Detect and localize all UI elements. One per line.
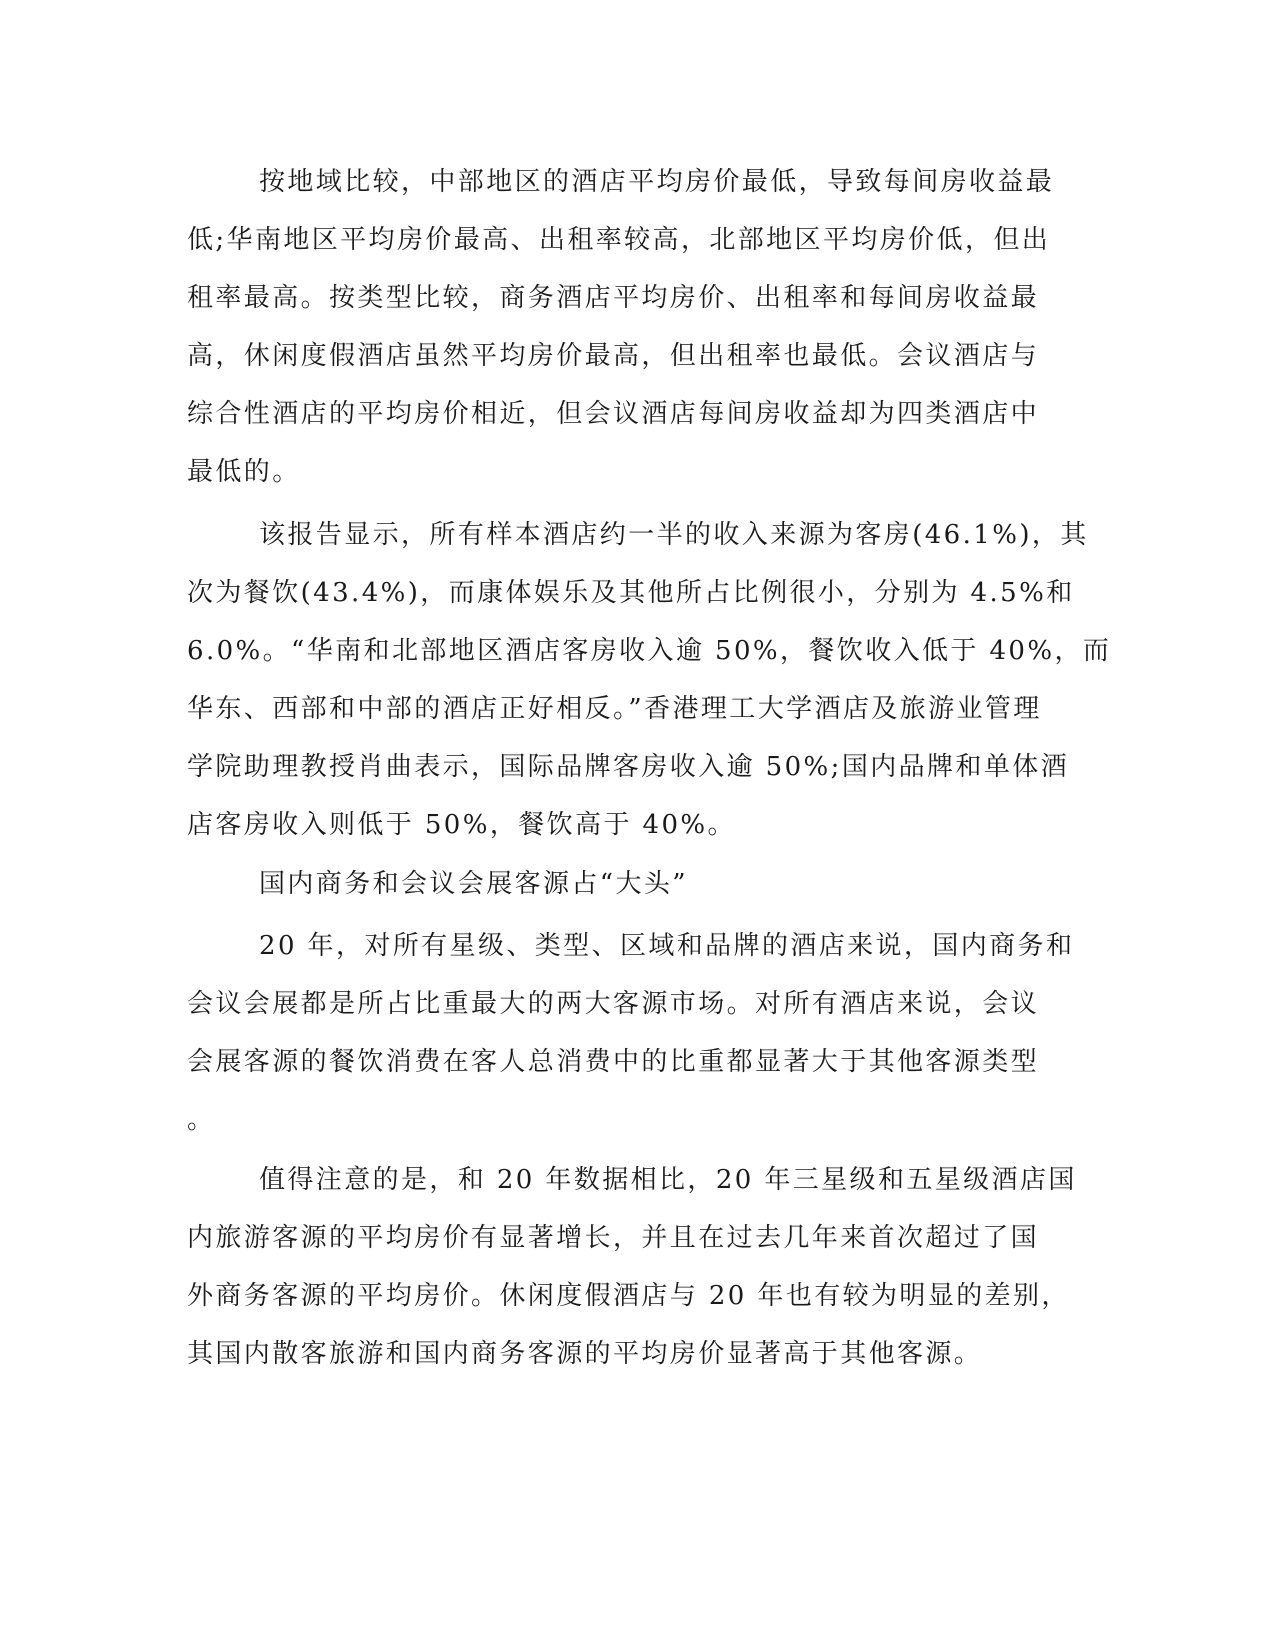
paragraph-1-line-3: 租率最高。按类型比较，商务酒店平均房价、出租率和每间房收益最	[187, 283, 1040, 313]
paragraph-4-line-1: 值得注意的是，和 20 年数据相比，20 年三星级和五星级酒店国	[259, 1165, 1077, 1195]
paragraph-2-line-4: 华东、西部和中部的酒店正好相反。”香港理工大学酒店及旅游业管理	[187, 694, 1042, 724]
paragraph-3-line-3: 会展客源的餐饮消费在客人总消费中的比重都显著大于其他客源类型	[187, 1047, 1040, 1077]
section-heading: 国内商务和会议会展客源占“大头”	[259, 869, 688, 899]
paragraph-2-line-6: 店客房收入则低于 50%，餐饮高于 40%。	[187, 810, 736, 840]
paragraph-4-line-4: 其国内散客旅游和国内商务客源的平均房价显著高于其他客源。	[187, 1339, 983, 1369]
paragraph-2-line-1: 该报告显示，所有样本酒店约一半的收入来源为客房(46.1%)，其	[259, 520, 1089, 550]
paragraph-1-line-2: 低;华南地区平均房价最高、出租率较高，北部地区平均房价低，但出	[187, 225, 1051, 255]
paragraph-1-line-4: 高，休闲度假酒店虽然平均房价最高，但出租率也最低。会议酒店与	[187, 341, 1040, 371]
paragraph-1-line-1: 按地域比较，中部地区的酒店平均房价最低，导致每间房收益最	[259, 167, 1055, 197]
paragraph-3-line-4: 。	[187, 1105, 216, 1135]
paragraph-2-line-2: 次为餐饮(43.4%)，而康体娱乐及其他所占比例很小，分别为 4.5%和	[187, 578, 1075, 608]
paragraph-2-line-5: 学院助理教授肖曲表示，国际品牌客房收入逾 50%;国内品牌和单体酒	[187, 752, 1070, 782]
paragraph-1-line-6: 最低的。	[187, 457, 301, 487]
paragraph-2-line-3: 6.0%。“华南和北部地区酒店客房收入逾 50%，餐饮收入低于 40%，而	[187, 636, 1112, 666]
paragraph-3-line-2: 会议会展都是所占比重最大的两大客源市场。对所有酒店来说，会议	[187, 989, 1040, 1019]
paragraph-3-line-1: 20 年，对所有星级、类型、区域和品牌的酒店来说，国内商务和	[259, 931, 1075, 961]
paragraph-1-line-5: 综合性酒店的平均房价相近，但会议酒店每间房收益却为四类酒店中	[187, 399, 1040, 429]
paragraph-4-line-3: 外商务客源的平均房价。休闲度假酒店与 20 年也有较为明显的差别，	[187, 1281, 1070, 1311]
paragraph-4-line-2: 内旅游客源的平均房价有显著增长，并且在过去几年来首次超过了国	[187, 1223, 1040, 1253]
